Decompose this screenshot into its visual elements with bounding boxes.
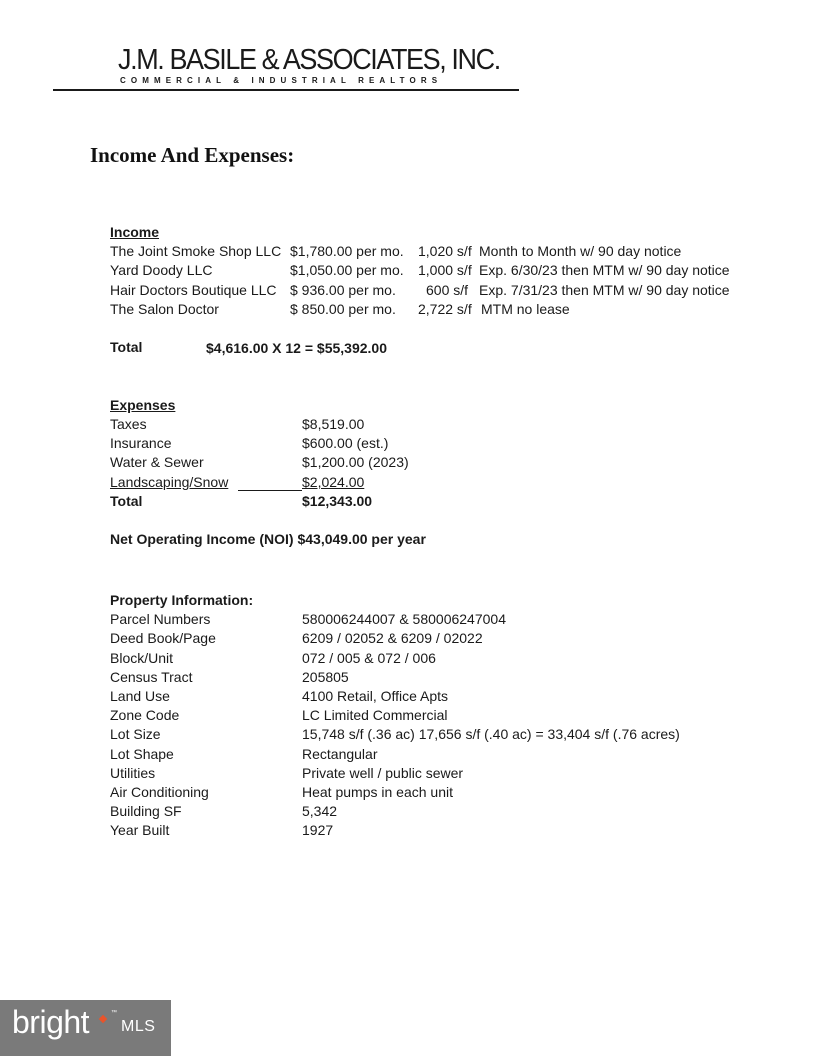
expense-underline <box>238 490 302 491</box>
property-label: Deed Book/Page <box>110 630 216 646</box>
tenant-name: The Joint Smoke Shop LLC <box>110 243 282 259</box>
property-label: Land Use <box>110 688 170 704</box>
property-label: Air Conditioning <box>110 784 209 800</box>
tenant-name: The Salon Doctor <box>110 301 219 317</box>
tenant-name: Yard Doody LLC <box>110 262 213 278</box>
property-value: LC Limited Commercial <box>302 707 448 723</box>
tenant-rent: $ 936.00 per mo. <box>290 282 396 298</box>
tenant-rent: $1,780.00 per mo. <box>290 243 404 259</box>
property-value: 580006244007 & 580006247004 <box>302 611 506 627</box>
logo-divider <box>53 89 519 91</box>
property-label: Utilities <box>110 765 156 781</box>
mls-logo-text: MLS <box>121 1018 156 1035</box>
expenses-title: Expenses <box>110 397 176 413</box>
property-label: Block/Unit <box>110 650 174 666</box>
expense-label: Landscaping/Snow <box>110 474 229 490</box>
property-label: Lot Size <box>110 726 161 742</box>
property-value: 5,342 <box>302 803 338 819</box>
income-total-label: Total <box>110 339 143 355</box>
tenant-rent: $1,050.00 per mo. <box>290 262 404 278</box>
property-label: Year Built <box>110 822 170 838</box>
net-operating-income: Net Operating Income (NOI) $43,049.00 per year <box>110 531 426 547</box>
property-label: Census Tract <box>110 669 193 685</box>
property-value: 072 / 005 & 072 / 006 <box>302 650 436 666</box>
income-title: Income <box>110 224 160 240</box>
tenant-note: Exp. 6/30/23 then MTM w/ 90 day notice <box>479 262 730 278</box>
property-value: 205805 <box>302 669 349 685</box>
property-value: Private well / public sewer <box>302 765 464 781</box>
property-title: Property Information: <box>110 592 254 608</box>
expense-value: $1,200.00 (2023) <box>302 454 409 470</box>
expense-value: $8,519.00 <box>302 416 365 432</box>
tenant-sf: 600 s/f <box>426 282 469 298</box>
property-value: 4100 Retail, Office Apts <box>302 688 449 704</box>
bright-logo-text: bright <box>12 1004 90 1040</box>
property-value: 15,748 s/f (.36 ac) 17,656 s/f (.40 ac) = 33,404 s/f (.76 acres) <box>302 726 680 742</box>
expense-label: Insurance <box>110 435 172 451</box>
property-value: 6209 / 02052 & 6209 / 02022 <box>302 630 483 646</box>
property-value: Heat pumps in each unit <box>302 784 453 800</box>
company-tagline: COMMERCIAL & INDUSTRIAL REALTORS <box>120 76 443 85</box>
tenant-note: Exp. 7/31/23 then MTM w/ 90 day notice <box>479 282 730 298</box>
expenses-total-label: Total <box>110 493 143 509</box>
property-value: 1927 <box>302 822 334 838</box>
tenant-sf: 2,722 s/f <box>418 301 472 317</box>
property-label: Building SF <box>110 803 182 819</box>
tenant-rent: $ 850.00 per mo. <box>290 301 396 317</box>
tenant-note: MTM no lease <box>481 301 570 317</box>
trademark-mark: ™ <box>111 1010 117 1016</box>
property-label: Parcel Numbers <box>110 611 211 627</box>
expense-label: Water & Sewer <box>110 454 204 470</box>
tenant-note: Month to Month w/ 90 day notice <box>479 243 682 259</box>
property-value: Rectangular <box>302 746 378 762</box>
expense-label: Taxes <box>110 416 147 432</box>
expense-value: $2,024.00 <box>302 474 365 490</box>
tenant-name: Hair Doctors Boutique LLC <box>110 282 277 298</box>
company-logo: J.M. BASILE & ASSOCIATES, INC. <box>118 44 500 76</box>
property-label: Lot Shape <box>110 746 174 762</box>
tenant-sf: 1,020 s/f <box>418 243 472 259</box>
income-total-value: $4,616.00 X 12 = $55,392.00 <box>206 340 387 356</box>
expense-value: $600.00 (est.) <box>302 435 389 451</box>
expenses-total-value: $12,343.00 <box>302 493 373 509</box>
page-title: Income And Expenses: <box>90 143 295 167</box>
tenant-sf: 1,000 s/f <box>418 262 472 278</box>
property-label: Zone Code <box>110 707 180 723</box>
